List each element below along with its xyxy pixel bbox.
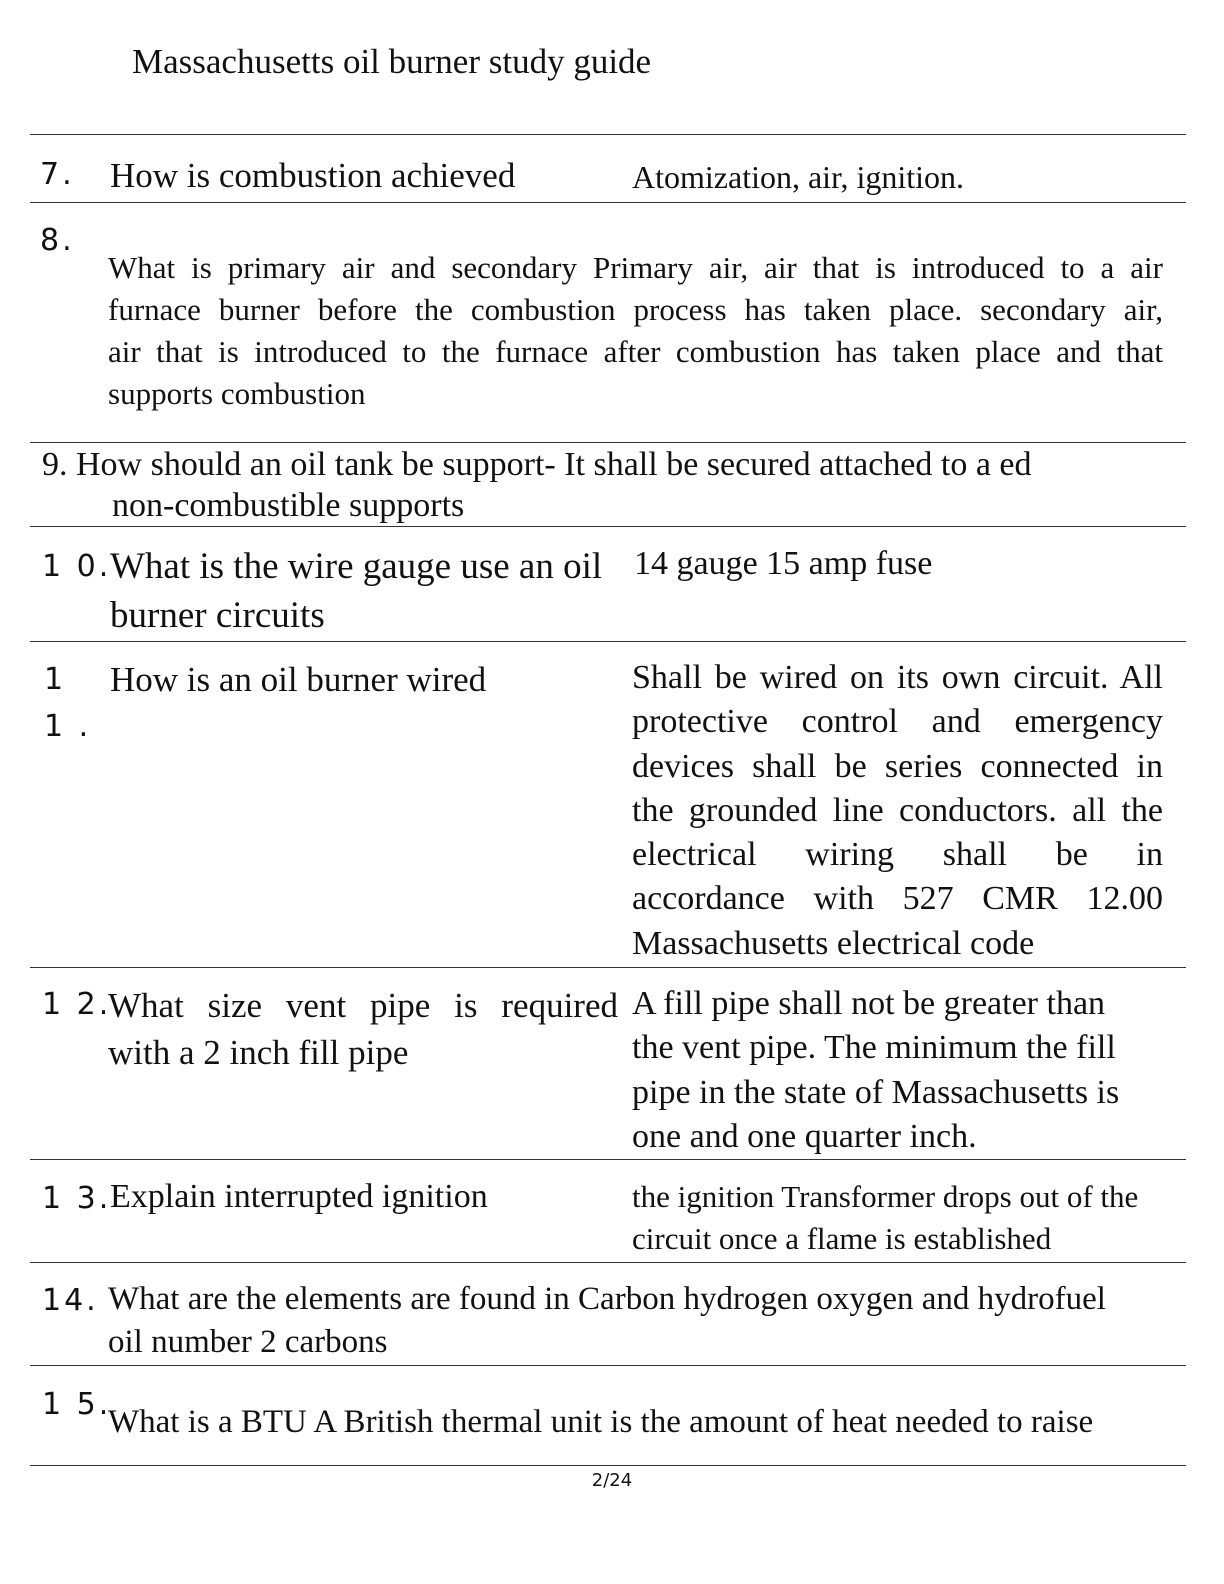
question-answer-14 xyxy=(108,1278,1188,1364)
divider xyxy=(30,134,1186,135)
question-line: What size vent pipe is required xyxy=(108,986,618,1025)
answer-line: devices shall be series connected in xyxy=(632,747,1163,785)
answer-line: protective control and emergency xyxy=(632,703,1163,741)
divider xyxy=(30,442,1186,443)
answer-line: Massachusetts electrical code xyxy=(632,924,1035,962)
question-answer-9-line2: non-combustible supports xyxy=(112,487,465,524)
item-number-15: 1 5. xyxy=(42,1387,112,1422)
text-line: What are the elements are found in Carbon hydrogen oxygen and hydrofuel xyxy=(108,1281,1106,1317)
item-number-11-line1: 1 xyxy=(44,662,67,697)
item-number-12: 1 2. xyxy=(42,987,112,1022)
answer-line: Shall be wired on its own circuit. All xyxy=(632,659,1163,696)
text-line: supports combustion xyxy=(108,376,366,411)
question-answer-15: What is a BTU A British thermal unit is the amount of heat needed to raise xyxy=(108,1404,1094,1440)
answer-7: Atomization, air, ignition. xyxy=(632,159,964,195)
item-number-7: 7. xyxy=(40,157,75,192)
item-number-14: 14. xyxy=(42,1283,99,1318)
answer-line: circuit once a flame is established xyxy=(632,1221,1052,1256)
divider xyxy=(30,1465,1186,1466)
divider xyxy=(30,641,1186,642)
text-line: furnace burner before the combustion process has taken place. secondary air, xyxy=(108,292,1163,327)
page-number: 2/24 xyxy=(591,1470,633,1491)
divider xyxy=(30,1365,1186,1366)
answer-line: the grounded line conductors. all the xyxy=(632,791,1163,829)
divider xyxy=(30,202,1186,203)
divider xyxy=(30,967,1186,968)
divider xyxy=(30,1159,1186,1160)
answer-11 xyxy=(632,656,1163,966)
question-12 xyxy=(108,982,618,1076)
question-answer-8 xyxy=(108,247,1163,415)
question-13: Explain interrupted ignition xyxy=(110,1178,488,1215)
divider xyxy=(30,1262,1186,1263)
text-line: What is primary air and secondary Primary air, air that is introduced to a air xyxy=(108,250,1163,285)
answer-10: 14 gauge 15 amp fuse xyxy=(634,545,933,582)
answer-line: the vent pipe. The minimum the fill xyxy=(632,1029,1116,1067)
answer-line: one and one quarter inch. xyxy=(632,1117,977,1155)
question-7: How is combustion achieved xyxy=(110,156,516,195)
answer-line: accordance with 527 CMR 12.00 xyxy=(632,880,1163,918)
item-number-11-line2: 1 . xyxy=(44,709,92,744)
question-answer-9-line1: 9. How should an oil tank be support- It shall be secured attached to a ed xyxy=(42,446,1032,483)
item-number-13: 1 3. xyxy=(42,1181,112,1216)
item-number-8: 8. xyxy=(40,223,75,258)
question-10-line2: burner circuits xyxy=(110,595,325,636)
question-11: How is an oil burner wired xyxy=(110,660,487,699)
answer-line: A fill pipe shall not be greater than xyxy=(632,985,1106,1022)
answer-line: the ignition Transformer drops out of the xyxy=(632,1179,1139,1214)
document-title: Massachusetts oil burner study guide xyxy=(132,42,652,81)
item-number-10: 1 0. xyxy=(42,549,112,584)
text-line: air that is introduced to the furnace after combustion has taken place and that xyxy=(108,334,1163,369)
answer-12 xyxy=(632,982,1192,1159)
answer-line: pipe in the state of Massachusetts is xyxy=(632,1073,1120,1111)
text-line: oil number 2 carbons xyxy=(108,1324,388,1360)
answer-line: electrical wiring shall be in xyxy=(632,836,1163,874)
divider xyxy=(30,526,1186,527)
answer-13 xyxy=(632,1176,1192,1260)
question-line: with a 2 inch fill pipe xyxy=(108,1033,409,1072)
question-10-line1: What is the wire gauge use an oil xyxy=(110,546,603,587)
